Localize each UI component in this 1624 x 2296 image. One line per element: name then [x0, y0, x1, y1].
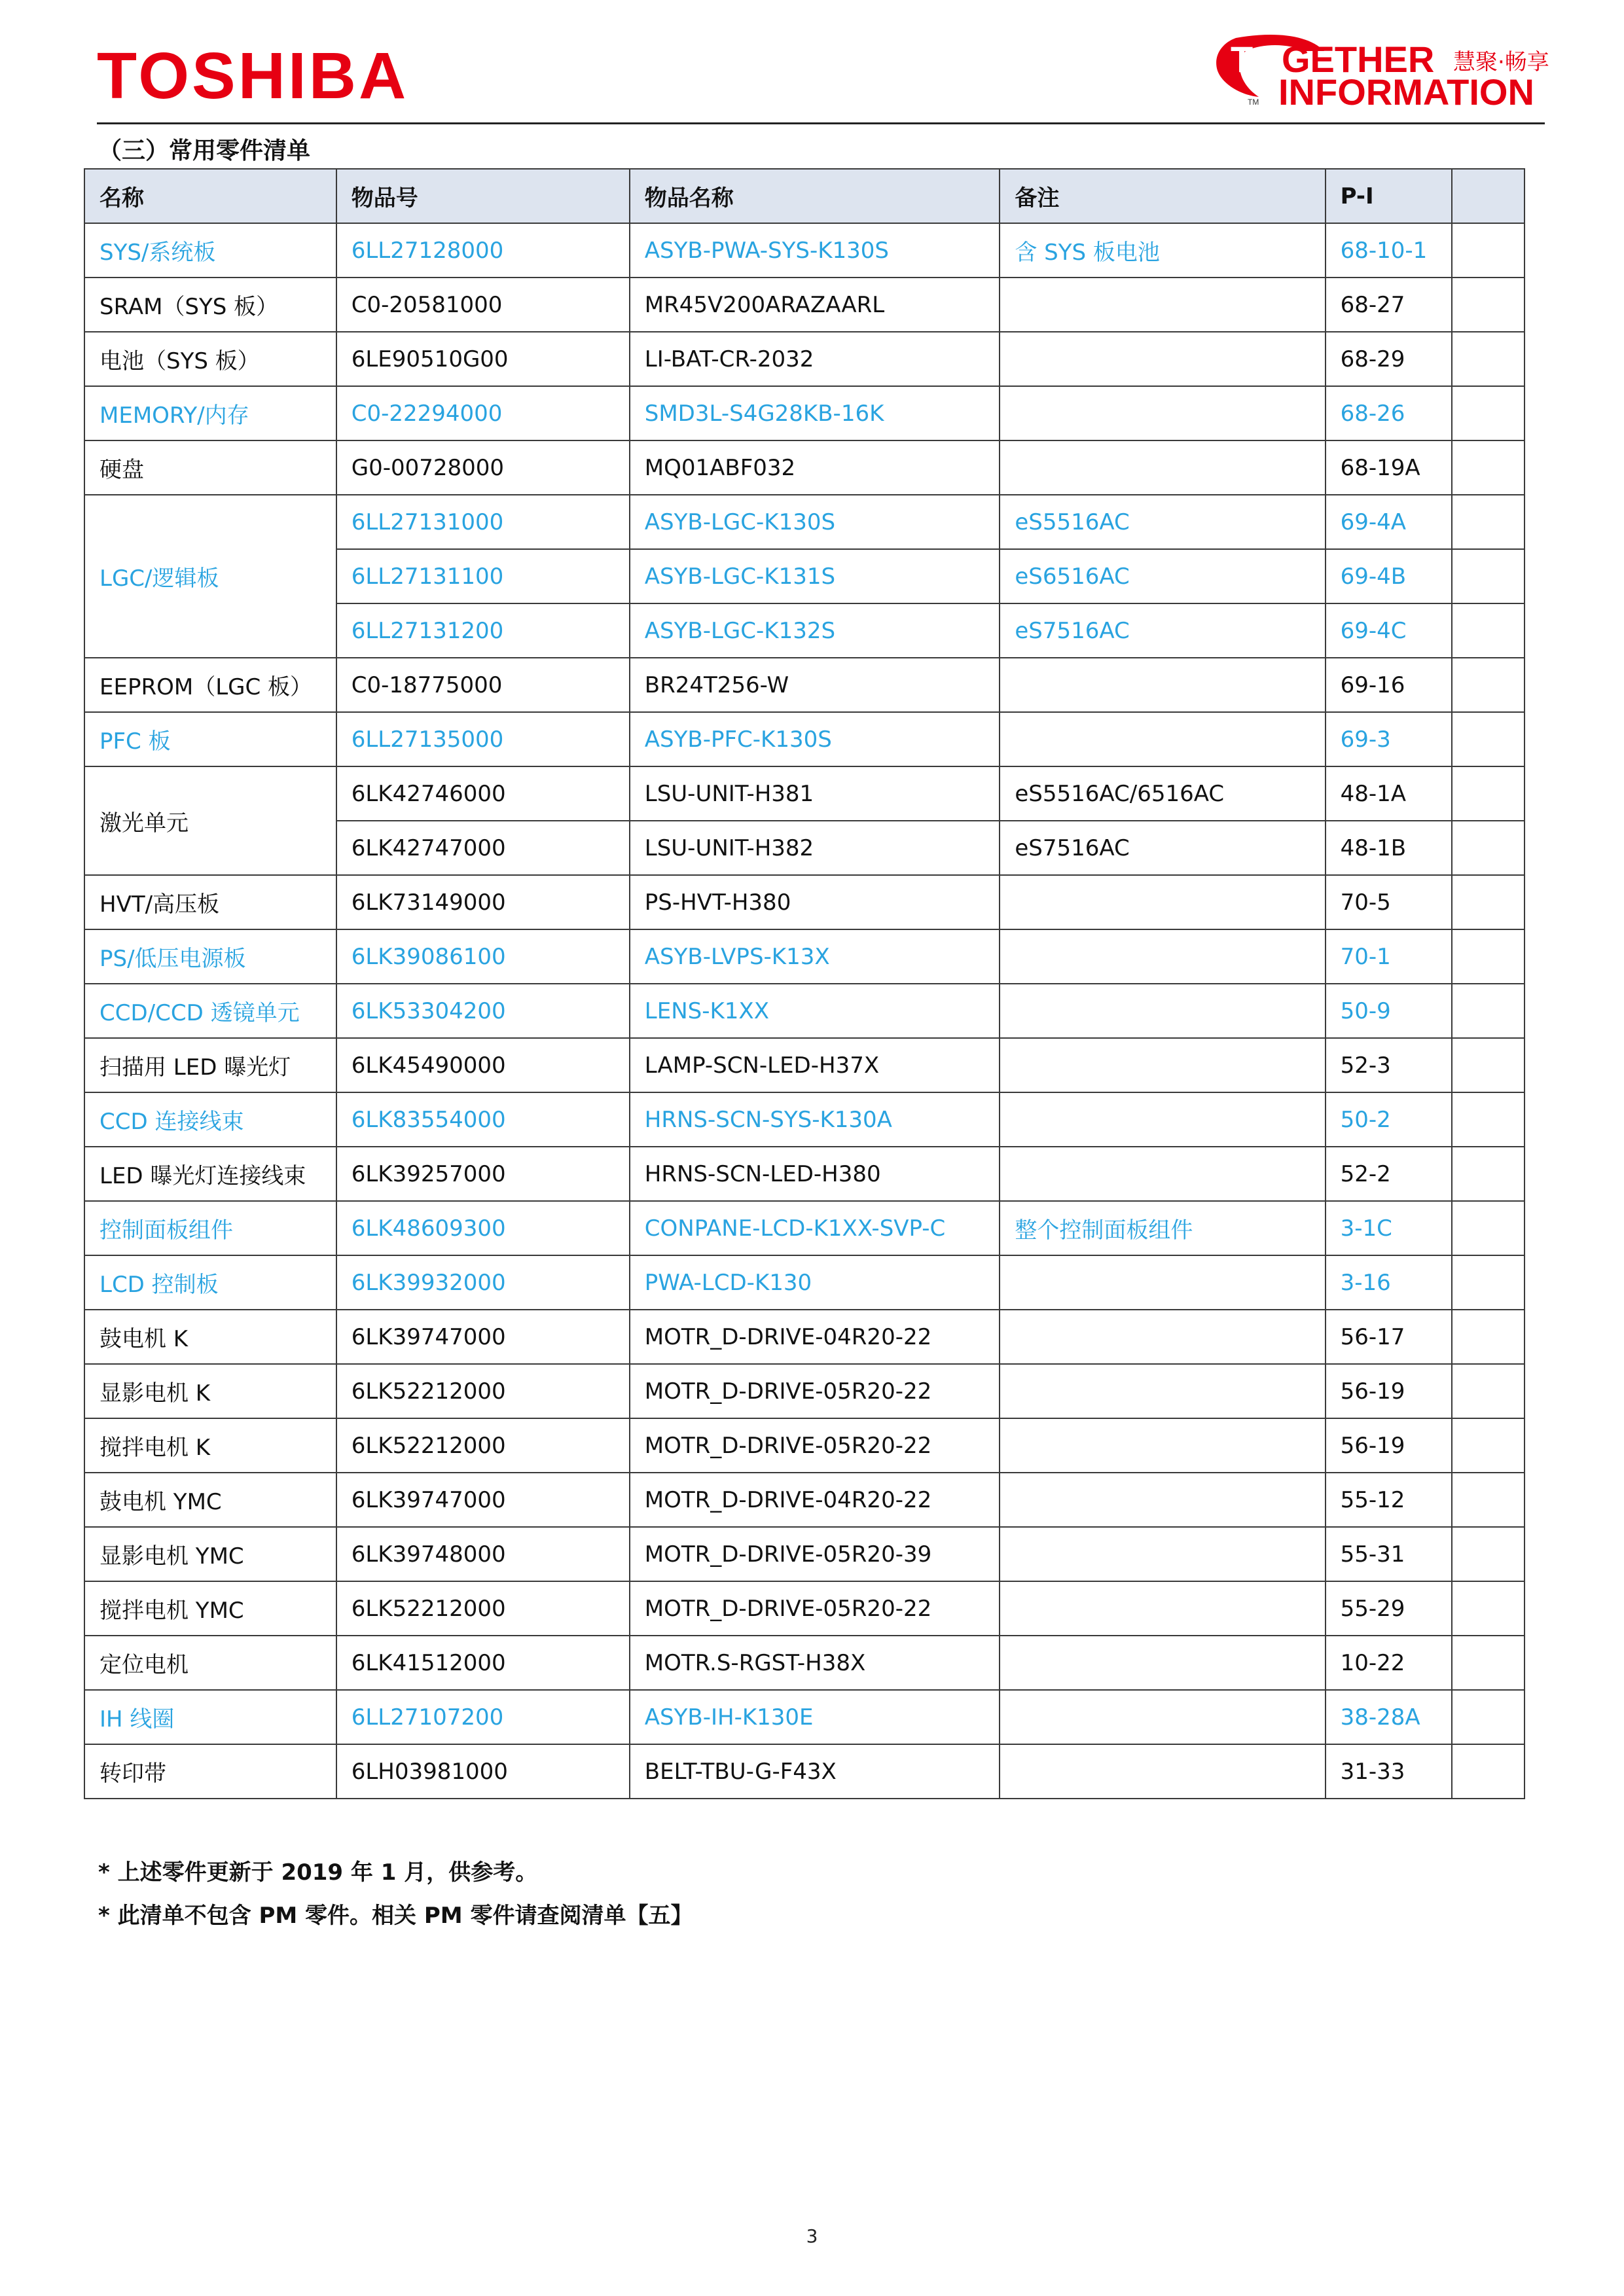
cell-name: 激光单元	[84, 766, 336, 875]
table-row	[84, 495, 1525, 549]
cell-remark	[1000, 440, 1325, 495]
cell-part-name: MQ01ABF032	[630, 440, 1000, 495]
note-pm-parts: * 此清单不包含 PM 零件。相关 PM 零件请查阅清单【五】	[98, 1903, 693, 1929]
cell-remark	[1000, 984, 1325, 1038]
cell-extra	[1452, 1744, 1525, 1799]
cell-extra	[1452, 929, 1525, 984]
cell-extra	[1452, 1364, 1525, 1418]
logo-gether-text: GETHER	[1282, 39, 1435, 80]
cell-pi: 69-16	[1326, 658, 1453, 712]
cell-name: 硬盘	[84, 440, 336, 495]
cell-extra	[1452, 1473, 1525, 1527]
cell-pi: 50-9	[1326, 984, 1453, 1038]
cell-part-name: MOTR_D-DRIVE-05R20-22	[630, 1581, 1000, 1636]
cell-part-no: 6LL27107200	[336, 1690, 630, 1744]
cell-part-name: ASYB-LVPS-K13X	[630, 929, 1000, 984]
cell-remark	[1000, 386, 1325, 440]
cell-remark: eS7516AC	[1000, 821, 1325, 875]
cell-part-name: ASYB-LGC-K132S	[630, 603, 1000, 658]
cell-pi: 69-4A	[1326, 495, 1453, 549]
cell-pi: 48-1A	[1326, 766, 1453, 821]
cell-part-name: ASYB-PFC-K130S	[630, 712, 1000, 766]
cell-part-no: 6LL27131200	[336, 603, 630, 658]
cell-name: HVT/高压板	[84, 875, 336, 929]
cell-extra	[1452, 1581, 1525, 1636]
cell-extra	[1452, 386, 1525, 440]
cell-part-no: 6LK39747000	[336, 1310, 630, 1364]
together-information-logo-graphic	[1210, 31, 1549, 113]
table-row	[84, 1636, 1525, 1690]
table-row	[84, 1744, 1525, 1799]
cell-name: IH 线圈	[84, 1690, 336, 1744]
cell-pi: 68-27	[1326, 278, 1453, 332]
cell-extra	[1452, 549, 1525, 603]
cell-extra	[1452, 1201, 1525, 1255]
table-row	[84, 712, 1525, 766]
table-row	[84, 1690, 1525, 1744]
cell-part-no: 6LK41512000	[336, 1636, 630, 1690]
table-row	[84, 1201, 1525, 1255]
cell-name: 搅拌电机 YMC	[84, 1581, 336, 1636]
cell-remark	[1000, 1255, 1325, 1310]
table-row	[84, 1255, 1525, 1310]
cell-name: PS/低压电源板	[84, 929, 336, 984]
table-row	[84, 386, 1525, 440]
cell-pi: 70-1	[1326, 929, 1453, 984]
header-pi: P-I	[1326, 169, 1453, 223]
cell-part-no: 6LK73149000	[336, 875, 630, 929]
header-part-name: 物品名称	[630, 169, 1000, 223]
cell-name: CCD/CCD 透镜单元	[84, 984, 336, 1038]
cell-extra	[1452, 332, 1525, 386]
cell-remark	[1000, 278, 1325, 332]
table-row	[84, 278, 1525, 332]
table-row	[84, 1147, 1525, 1201]
cell-name: 鼓电机 K	[84, 1310, 336, 1364]
cell-part-name: MOTR_D-DRIVE-04R20-22	[630, 1473, 1000, 1527]
table-row	[84, 875, 1525, 929]
cell-pi: 68-19A	[1326, 440, 1453, 495]
cell-pi: 70-5	[1326, 875, 1453, 929]
cell-remark	[1000, 875, 1325, 929]
cell-remark	[1000, 658, 1325, 712]
parts-table-body	[84, 223, 1525, 1799]
toshiba-logo: TOSHIBA	[97, 39, 409, 113]
cell-remark	[1000, 1038, 1325, 1092]
table-row	[84, 1092, 1525, 1147]
cell-name: 转印带	[84, 1744, 336, 1799]
cell-part-no: 6LK83554000	[336, 1092, 630, 1147]
cell-extra	[1452, 278, 1525, 332]
cell-remark: eS5516AC/6516AC	[1000, 766, 1325, 821]
cell-pi: 55-29	[1326, 1581, 1453, 1636]
cell-remark	[1000, 929, 1325, 984]
cell-part-name: CONPANE-LCD-K1XX-SVP-C	[630, 1201, 1000, 1255]
note-update-date: * 上述零件更新于 2019 年 1 月，供参考。	[98, 1859, 538, 1886]
cell-part-name: LENS-K1XX	[630, 984, 1000, 1038]
cell-part-no: 6LE90510G00	[336, 332, 630, 386]
cell-part-no: 6LK52212000	[336, 1364, 630, 1418]
cell-part-no: 6LK53304200	[336, 984, 630, 1038]
cell-name: SYS/系统板	[84, 223, 336, 278]
cell-part-no: 6LK52212000	[336, 1581, 630, 1636]
cell-part-no: 6LK42746000	[336, 766, 630, 821]
cell-extra	[1452, 1147, 1525, 1201]
cell-pi: 68-29	[1326, 332, 1453, 386]
cell-part-name: MOTR_D-DRIVE-05R20-22	[630, 1364, 1000, 1418]
cell-pi: 38-28A	[1326, 1690, 1453, 1744]
cell-pi: 69-4B	[1326, 549, 1453, 603]
cell-remark	[1000, 1527, 1325, 1581]
cell-remark	[1000, 1418, 1325, 1473]
cell-pi: 52-3	[1326, 1038, 1453, 1092]
cell-name: 显影电机 K	[84, 1364, 336, 1418]
table-row	[84, 1038, 1525, 1092]
cell-pi: 50-2	[1326, 1092, 1453, 1147]
table-row	[84, 1418, 1525, 1473]
table-row	[84, 1581, 1525, 1636]
cell-pi: 56-17	[1326, 1310, 1453, 1364]
cell-part-name: LAMP-SCN-LED-H37X	[630, 1038, 1000, 1092]
cell-remark	[1000, 1744, 1325, 1799]
cell-pi: 3-16	[1326, 1255, 1453, 1310]
cell-extra	[1452, 712, 1525, 766]
cell-extra	[1452, 1310, 1525, 1364]
page-number: 3	[806, 2225, 818, 2247]
cell-pi: 48-1B	[1326, 821, 1453, 875]
cell-part-no: 6LH03981000	[336, 1744, 630, 1799]
cell-part-no: 6LL27131000	[336, 495, 630, 549]
cell-extra	[1452, 1255, 1525, 1310]
cell-part-no: 6LK52212000	[336, 1418, 630, 1473]
cell-name: EEPROM（LGC 板）	[84, 658, 336, 712]
cell-pi: 68-10-1	[1326, 223, 1453, 278]
cell-remark	[1000, 1147, 1325, 1201]
cell-extra	[1452, 1418, 1525, 1473]
table-row	[84, 984, 1525, 1038]
cell-part-no: 6LK39748000	[336, 1527, 630, 1581]
cell-name: 鼓电机 YMC	[84, 1473, 336, 1527]
cell-extra	[1452, 440, 1525, 495]
cell-name: CCD 连接线束	[84, 1092, 336, 1147]
cell-name: MEMORY/内存	[84, 386, 336, 440]
cell-part-name: BELT-TBU-G-F43X	[630, 1744, 1000, 1799]
cell-remark	[1000, 1310, 1325, 1364]
table-row	[84, 766, 1525, 821]
cell-name: LCD 控制板	[84, 1255, 336, 1310]
notes	[98, 1851, 693, 1937]
cell-name: 电池（SYS 板）	[84, 332, 336, 386]
cell-extra	[1452, 1527, 1525, 1581]
cell-pi: 3-1C	[1326, 1201, 1453, 1255]
header-remark: 备注	[1000, 169, 1325, 223]
cell-extra	[1452, 1038, 1525, 1092]
cell-part-no: C0-22294000	[336, 386, 630, 440]
cell-extra	[1452, 495, 1525, 549]
cell-part-no: 6LK39747000	[336, 1473, 630, 1527]
cell-part-no: 6LK39086100	[336, 929, 630, 984]
cell-pi: 55-31	[1326, 1527, 1453, 1581]
cell-part-no: C0-18775000	[336, 658, 630, 712]
cell-extra	[1452, 875, 1525, 929]
cell-pi: 68-26	[1326, 386, 1453, 440]
table-row	[84, 658, 1525, 712]
table-row	[84, 1310, 1525, 1364]
table-row	[84, 1473, 1525, 1527]
cell-part-name: MOTR_D-DRIVE-04R20-22	[630, 1310, 1000, 1364]
cell-part-no: 6LK39932000	[336, 1255, 630, 1310]
cell-part-no: 6LK48609300	[336, 1201, 630, 1255]
cell-part-name: PWA-LCD-K130	[630, 1255, 1000, 1310]
cell-part-name: MOTR_D-DRIVE-05R20-39	[630, 1527, 1000, 1581]
cell-extra	[1452, 821, 1525, 875]
cell-remark: 含 SYS 板电池	[1000, 223, 1325, 278]
cell-pi: 69-3	[1326, 712, 1453, 766]
cell-part-name: MOTR_D-DRIVE-05R20-22	[630, 1418, 1000, 1473]
header-part-no: 物品号	[336, 169, 630, 223]
cell-part-name: ASYB-PWA-SYS-K130S	[630, 223, 1000, 278]
cell-part-no: 6LL27131100	[336, 549, 630, 603]
cell-pi: 56-19	[1326, 1418, 1453, 1473]
cell-name: 定位电机	[84, 1636, 336, 1690]
cell-remark: eS6516AC	[1000, 549, 1325, 603]
cell-name: 控制面板组件	[84, 1201, 336, 1255]
cell-part-name: HRNS-SCN-SYS-K130A	[630, 1092, 1000, 1147]
cell-part-name: ASYB-LGC-K130S	[630, 495, 1000, 549]
cell-part-name: SMD3L-S4G28KB-16K	[630, 386, 1000, 440]
cell-pi: 31-33	[1326, 1744, 1453, 1799]
cell-name: 搅拌电机 K	[84, 1418, 336, 1473]
table-header-row	[84, 169, 1525, 223]
cell-part-name: LSU-UNIT-H382	[630, 821, 1000, 875]
table-row	[84, 223, 1525, 278]
logo-information-text: INFORMATION	[1278, 71, 1534, 113]
section-title: （三）常用零件清单	[98, 137, 311, 164]
together-information-logo	[1210, 31, 1549, 113]
cell-remark: 整个控制面板组件	[1000, 1201, 1325, 1255]
cell-part-no: 6LK39257000	[336, 1147, 630, 1201]
cell-part-no: G0-00728000	[336, 440, 630, 495]
cell-remark	[1000, 332, 1325, 386]
cell-extra	[1452, 1636, 1525, 1690]
cell-part-name: PS-HVT-H380	[630, 875, 1000, 929]
cell-part-no: 6LL27128000	[336, 223, 630, 278]
header-name: 名称	[84, 169, 336, 223]
cell-part-no: C0-20581000	[336, 278, 630, 332]
parts-table	[84, 168, 1525, 1799]
header-extra	[1452, 169, 1525, 223]
table-row	[84, 929, 1525, 984]
cell-part-name: ASYB-LGC-K131S	[630, 549, 1000, 603]
cell-extra	[1452, 1092, 1525, 1147]
cell-remark	[1000, 1092, 1325, 1147]
table-row	[84, 440, 1525, 495]
logo-tm-mark: TM	[1248, 98, 1259, 107]
cell-pi: 52-2	[1326, 1147, 1453, 1201]
cell-remark	[1000, 1690, 1325, 1744]
logo-to-text: TO	[1231, 39, 1281, 80]
cell-remark	[1000, 712, 1325, 766]
cell-remark	[1000, 1473, 1325, 1527]
cell-part-name: HRNS-SCN-LED-H380	[630, 1147, 1000, 1201]
cell-remark: eS7516AC	[1000, 603, 1325, 658]
cell-name: 显影电机 YMC	[84, 1527, 336, 1581]
logo-slogan: 慧聚·畅享	[1453, 49, 1549, 75]
cell-pi: 69-4C	[1326, 603, 1453, 658]
table-row	[84, 1364, 1525, 1418]
cell-part-name: MR45V200ARAZAARL	[630, 278, 1000, 332]
cell-remark: eS5516AC	[1000, 495, 1325, 549]
cell-name: LED 曝光灯连接线束	[84, 1147, 336, 1201]
cell-part-name: MOTR.S-RGST-H38X	[630, 1636, 1000, 1690]
cell-pi: 55-12	[1326, 1473, 1453, 1527]
cell-pi: 10-22	[1326, 1636, 1453, 1690]
table-row	[84, 332, 1525, 386]
cell-name: 扫描用 LED 曝光灯	[84, 1038, 336, 1092]
cell-part-name: LI-BAT-CR-2032	[630, 332, 1000, 386]
cell-name: PFC 板	[84, 712, 336, 766]
cell-part-no: 6LK45490000	[336, 1038, 630, 1092]
cell-part-name: BR24T256-W	[630, 658, 1000, 712]
table-row	[84, 1527, 1525, 1581]
cell-extra	[1452, 603, 1525, 658]
cell-remark	[1000, 1636, 1325, 1690]
cell-name: SRAM（SYS 板）	[84, 278, 336, 332]
cell-extra	[1452, 984, 1525, 1038]
cell-part-no: 6LK42747000	[336, 821, 630, 875]
cell-extra	[1452, 223, 1525, 278]
cell-extra	[1452, 1690, 1525, 1744]
header-divider	[97, 122, 1545, 124]
cell-remark	[1000, 1364, 1325, 1418]
cell-part-no: 6LL27135000	[336, 712, 630, 766]
cell-remark	[1000, 1581, 1325, 1636]
cell-part-name: LSU-UNIT-H381	[630, 766, 1000, 821]
cell-part-name: ASYB-IH-K130E	[630, 1690, 1000, 1744]
cell-pi: 56-19	[1326, 1364, 1453, 1418]
cell-name: LGC/逻辑板	[84, 495, 336, 658]
cell-extra	[1452, 658, 1525, 712]
cell-extra	[1452, 766, 1525, 821]
